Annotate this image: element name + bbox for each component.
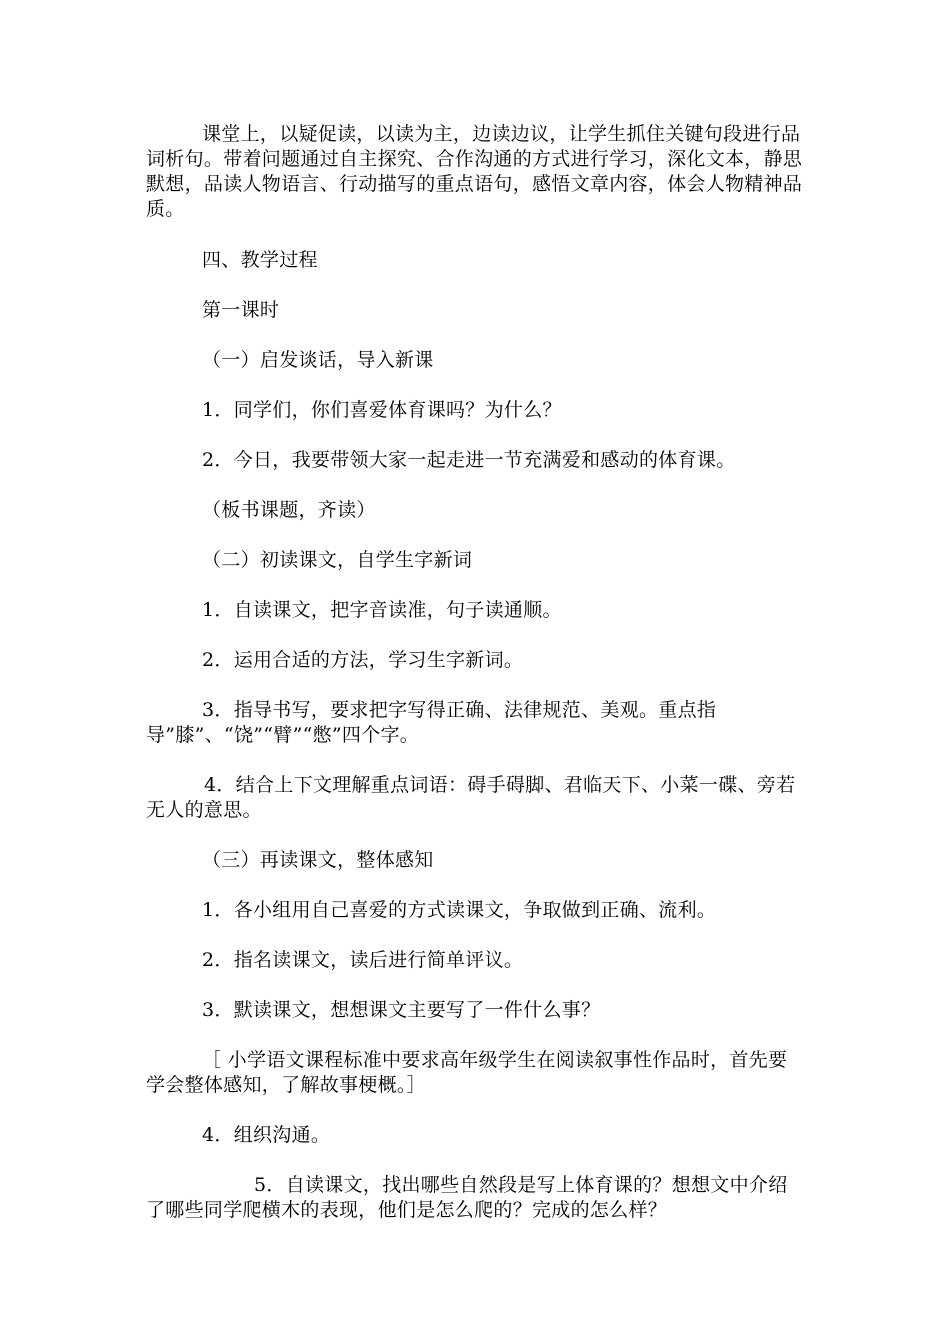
list-item: 3．指导书写，要求把字写得正确、法律规范、美观。重点指导”膝”、“饶”“臂”“憋”四个字。 <box>146 699 717 746</box>
list-item: 4．结合上下文理解重点词语：碍手碍脚、君临天下、小菜一碟、旁若无人的意思。 <box>146 774 796 821</box>
list-item: 3．默读课文，想想课文主要写了一件什么事？ <box>202 999 601 1021</box>
list-item: 5．自读课文，找出哪些自然段是写上体育课的？想想文中介绍了哪些同学爬横木的表现，他们是怎么爬的？完成的怎么样？ <box>146 1174 788 1221</box>
list-item: 1．各小组用自己喜爱的方式读课文，争取做到正确、流利。 <box>202 899 717 921</box>
section-heading-teaching-process: 四、教学过程 <box>202 249 318 271</box>
lesson-heading-first: 第一课时 <box>202 299 280 321</box>
subsection-heading-2: （二）初读课文，自学生字新词 <box>202 549 473 571</box>
list-item: 1．同学们，你们喜爱体育课吗？为什么？ <box>202 399 562 421</box>
subsection-heading-1: （一）启发谈话，导入新课 <box>202 349 434 371</box>
subsection-heading-3: （三）再读课文，整体感知 <box>202 849 434 871</box>
list-item: 2．今日，我要带领大家一起走进一节充满爱和感动的体育课。 <box>202 449 736 471</box>
list-item: 2．运用合适的方法，学习生字新词。 <box>202 649 524 671</box>
note-paragraph: ［ 小学语文课程标准中要求高年级学生在阅读叙事性作品时，首先要学会整体感知，了解故事梗概。］ <box>146 1049 788 1096</box>
list-item: 4．组织沟通。 <box>202 1124 331 1146</box>
list-item: 2．指名读课文，读后进行简单评议。 <box>202 949 524 971</box>
note-paragraph: （板书课题，齐读） <box>202 499 376 521</box>
list-item: 1．自读课文，把字音读准，句子读通顺。 <box>202 599 562 621</box>
paragraph-intro: 课堂上，以疑促读，以读为主，边读边议，让学生抓住关键句段进行品词析句。带着问题通过自主探究、合作沟通的方式进行学习，深化文本，静思默想，品读人物语言、行动描写的重点语句，感悟文章内容，体会人物精神品质。 <box>146 123 803 220</box>
